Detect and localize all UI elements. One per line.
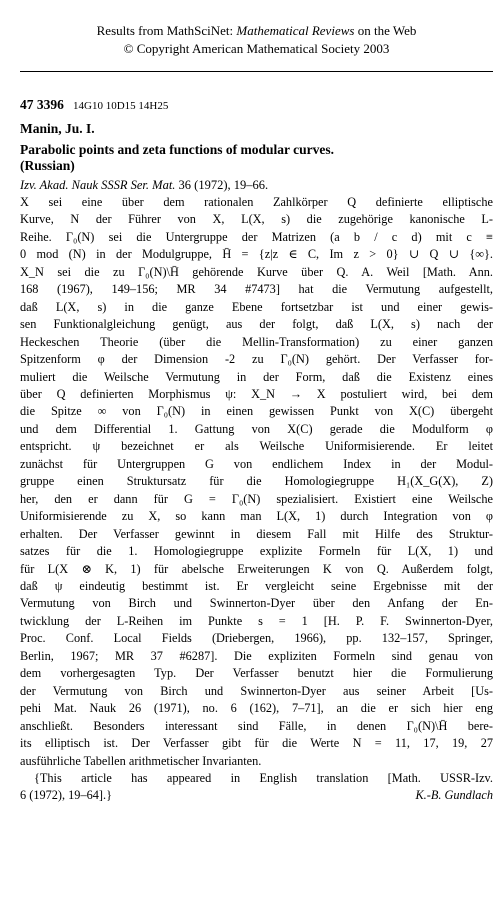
article-title <box>20 142 493 174</box>
journal-citation <box>20 177 493 193</box>
body-line: Vermutung von Birch und Swinnerton-Dyer über den Anfang der En- <box>20 596 493 611</box>
mr-line <box>20 97 493 114</box>
mr-classifications: 14G10 10D15 14H25 <box>73 100 169 112</box>
copyright-line: © Copyright American Mathematical Society 2003 <box>123 41 390 56</box>
body-line: her, den er dann für G = Γ₀(N) spezialisiert. Existiert eine Weilsche <box>20 491 493 506</box>
body-line: erhalten. Der Verfasser gewinnt in diesem Fall mit Hilfe des Struktur- <box>20 526 493 541</box>
article-title-line-1: Parabolic points and zeta functions of modular curves. <box>20 142 335 157</box>
review-content <box>20 97 493 805</box>
body-line: Proc. Conf. Local Fields (Driebergen, 1966), pp. 132–157, Springer, <box>20 631 493 646</box>
body-line: Heckeschen Theorie (über die Mellin-Transformation) zu einer ganzen <box>20 334 493 349</box>
body-line: satzes für die 1. Homologiegruppe explizite Formeln für L(X, 1) und <box>20 544 493 559</box>
header-italic: Mathematical Reviews <box>236 23 355 38</box>
body-line: sen Funktionalgleichung genügt, aus der folgt, daß L(X, s) nach der <box>20 317 493 332</box>
body-line: daß L(X, s) in die ganze Ebene fortsetzbar ist und einer gewis- <box>20 299 493 314</box>
journal-name: Izv. Akad. Nauk SSSR Ser. Mat. <box>20 178 176 192</box>
translation-note <box>20 770 493 805</box>
journal-volume: 36 (1972), 19–66. <box>175 178 269 192</box>
header-line-1 <box>20 22 493 40</box>
body-line: über Q definierten Morphismus ψ: X_N → X postuliert wird, bei dem <box>20 386 493 401</box>
body-line: Uniformisierende zu X, so kann man L(X, 1) durch Integration von φ <box>20 509 493 524</box>
body-line: ausführliche Tabellen arithmetischer Invarianten. <box>20 753 262 768</box>
reviewer-name: K.-B. Gundlach <box>415 788 493 803</box>
mr-number: 47 3396 <box>20 97 64 112</box>
body-line: daß ψ eindeutig bestimmt ist. Er vergleicht seine Ergebnisse mit der <box>20 578 493 593</box>
body-line: pehi Mat. Nauk 26 (1971), no. 6 (162), 7–71], an die er sich hier eng <box>20 701 493 716</box>
body-line: und dem Differential 1. Gattung von X(C) gerade die Modulform φ <box>20 421 493 436</box>
body-line: für L(X ⊗ K, 1) für abelsche Erweiterungen K von Q. Außerdem folgt, <box>20 561 493 576</box>
body-line: twicklung der L-Reihen im Punkte s = 1 [H. P. F. Swinnerton-Dyer, <box>20 613 493 628</box>
header-block <box>20 0 493 58</box>
author: Manin, Ju. I. <box>20 121 95 136</box>
body-line: 168 (1967), 149–156; MR 34 #7473] hat die Vermutung aufgestellt, <box>20 282 493 297</box>
article-title-line-2: (Russian) <box>20 158 75 173</box>
body-line: its elliptisch ist. Der Verfasser gibt für die Werte N = 11, 17, 19, 27 <box>20 736 493 751</box>
body-line: muliert die Weilsche Vermutung in der Form, daß die Existenz eines <box>20 369 493 384</box>
body-line: X sei eine über dem rationalen Zahlkörper Q definierte elliptische <box>20 195 493 209</box>
translation-note-citation: 6 (1972), 19–64].} <box>20 788 112 803</box>
header-suffix: on the Web <box>354 23 417 38</box>
body-line: Reihe. Γ₀(N) sei die Untergruppe der Matrizen (a b / c d) mit c ≡ <box>20 229 493 244</box>
body-line: 0 mod (N) in der Modulgruppe, H̄ = {z|z ∈ C, Im z > 0} ∪ Q ∪ {∞}. <box>20 247 493 262</box>
translation-note-line-1: {This article has appeared in English translation [Math. USSR-Izv. <box>34 770 493 785</box>
body-line: zunächst für Untergruppen G von endlichem Index in der Modul- <box>20 456 493 471</box>
header-prefix: Results from MathSciNet: <box>96 23 237 38</box>
body-line: dem vorhergesagten Typ. Der Verfasser benutzt hier die Formulierung <box>20 666 493 681</box>
header-rule <box>20 71 493 72</box>
body-line: entspricht. ψ bezeichnet er als Weilsche Uniformisierende. Er leitet <box>20 439 493 454</box>
body-line: X_N sei die zu Γ₀(N)\H̄ gehörende Kurve über Q. A. Weil [Math. Ann. <box>20 264 493 279</box>
body-line: anschließt. Besonders interessant sind Fälle, in denen Γ₀(N)\H̄ bere- <box>20 718 493 733</box>
page-header <box>20 0 493 58</box>
body-line: der Vermutung von Birch und Swinnerton-Dyer aus seiner Arbeit [Us- <box>20 683 493 698</box>
body-line: Berlin, 1967; MR 37 #6287]. Die expliziten Formeln sind genau von <box>20 648 493 663</box>
review-body <box>20 194 493 770</box>
body-line: Spitzenform φ der Dimension -2 zu Γ₀(N) gehört. Der Verfasser for- <box>20 352 493 367</box>
body-line: gruppe einen Struktursatz für die Homologiegruppe H₁(X_G(X), Z) <box>20 474 493 489</box>
body-line: die Spitze ∞ von Γ₀(N) in einen gewissen Punkt von X(C) übergeht <box>20 404 493 419</box>
translation-note-line-2 <box>20 787 493 804</box>
body-line: Kurve, N der Führer von X, L(X, s) die zugehörige kanonische L- <box>20 212 493 227</box>
